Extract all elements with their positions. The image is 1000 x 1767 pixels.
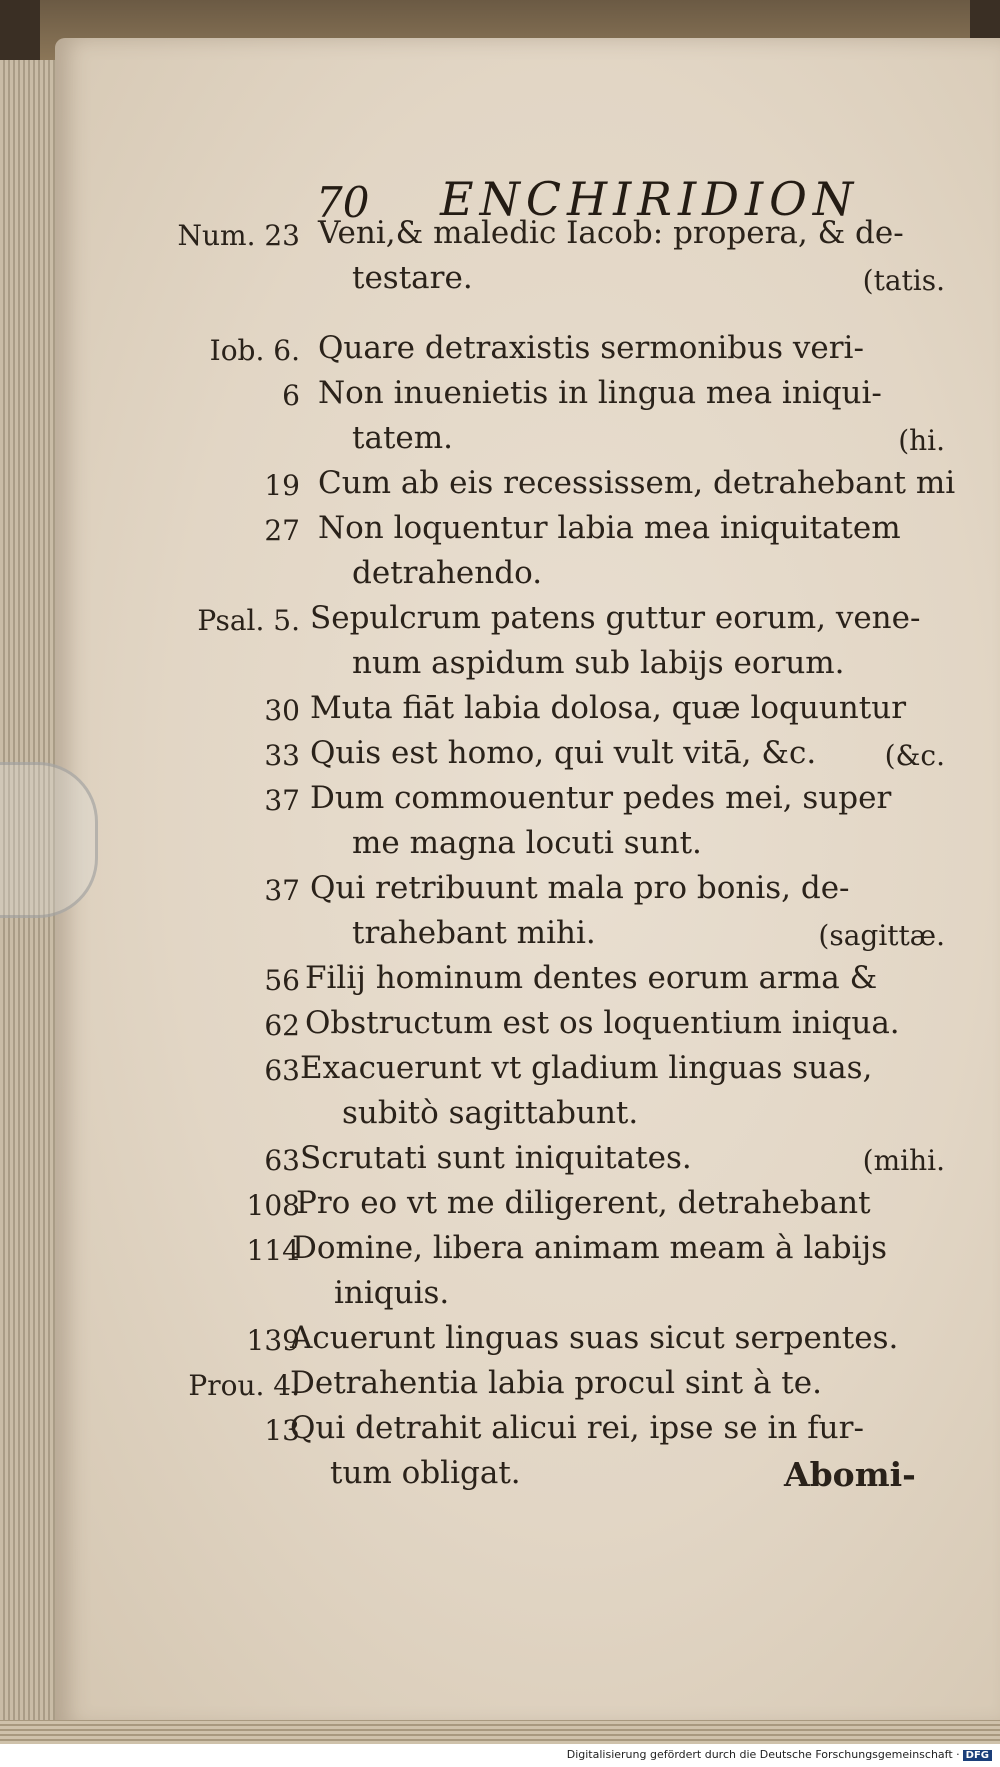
line-text: Obstructum est os loquentium iniqua.: [305, 1005, 900, 1041]
line-reference: 108: [246, 1189, 300, 1222]
text-line: [0, 870, 1000, 914]
line-text: Scrutati sunt iniquitates.: [300, 1140, 692, 1176]
text-line: [0, 215, 1000, 259]
text-line: [0, 1365, 1000, 1409]
digitization-credit: [567, 1748, 992, 1761]
line-text: Dum commouentur pedes mei, super: [310, 780, 892, 816]
text-line: [0, 330, 1000, 374]
line-text: Pro eo vt me diligerent, detrahebant: [296, 1185, 871, 1221]
line-text: Qui retribuunt mala pro bonis, de-: [310, 870, 850, 906]
line-turnover: (mihi.: [862, 1144, 945, 1177]
line-text: Non inuenietis in lingua mea iniqui-: [318, 375, 882, 411]
line-text: Veni,& maledic Iacob: propera, & de-: [318, 215, 904, 251]
text-line: [0, 420, 1000, 464]
text-line: [0, 465, 1000, 509]
text-line: [0, 825, 1000, 869]
line-text: num aspidum sub labijs eorum.: [352, 645, 845, 681]
line-text: Acuerunt linguas suas sicut serpentes.: [290, 1320, 899, 1356]
text-line: [0, 960, 1000, 1004]
line-text: Filij hominum dentes eorum arma &: [305, 960, 878, 996]
line-turnover: (sagittæ.: [818, 919, 945, 952]
catchword: Abomi-: [784, 1455, 916, 1494]
text-line: [0, 555, 1000, 599]
line-text: Sepulcrum patens guttur eorum, vene-: [310, 600, 921, 636]
line-reference: 63: [264, 1144, 300, 1177]
line-text: tum obligat.: [330, 1455, 521, 1491]
line-reference: 19: [264, 469, 300, 502]
text-line: [0, 780, 1000, 824]
line-text: trahebant mihi.: [352, 915, 596, 951]
credit-text: Digitalisierung gefördert durch die Deutsche Forschungsgemeinschaft ·: [566, 1748, 960, 1761]
line-text: detrahendo.: [352, 555, 543, 591]
text-line: [0, 1095, 1000, 1139]
text-line: [0, 1050, 1000, 1094]
line-reference: Psal. 5.: [197, 604, 300, 637]
text-line: [0, 735, 1000, 779]
line-reference: 33: [264, 739, 300, 772]
line-text: Quis est homo, qui vult vitā, &c.: [310, 735, 817, 771]
line-text: Detrahentia labia procul sint à te.: [290, 1365, 822, 1401]
text-line: [0, 260, 1000, 304]
text-line: [0, 1140, 1000, 1184]
text-line: [0, 1410, 1000, 1454]
text-line: [0, 915, 1000, 959]
line-text: tatem.: [352, 420, 453, 456]
line-turnover: (&c.: [884, 739, 945, 772]
line-text: Quare detraxistis sermonibus veri-: [318, 330, 864, 366]
line-reference: Iob. 6.: [209, 334, 300, 367]
text-line: [0, 1185, 1000, 1229]
text-line: [0, 375, 1000, 419]
text-line: [0, 1005, 1000, 1049]
running-title: ENCHIRIDION: [440, 172, 860, 226]
line-text: Domine, libera animam meam à labijs: [292, 1230, 887, 1266]
line-text: iniquis.: [334, 1275, 450, 1311]
line-text: me magna locuti sunt.: [352, 825, 702, 861]
page-bottom-edge: [0, 1720, 1000, 1744]
text-line: [0, 600, 1000, 644]
text-line: [0, 1275, 1000, 1319]
line-text: Muta fiāt labia dolosa, quæ loquuntur: [310, 690, 907, 726]
line-turnover: (tatis.: [862, 264, 945, 297]
line-text: Non loquentur labia mea iniquitatem: [318, 510, 901, 546]
line-reference: 30: [264, 694, 300, 727]
line-text: subitò sagittabunt.: [342, 1095, 639, 1131]
line-reference: 114: [246, 1234, 300, 1267]
line-text: testare.: [352, 260, 473, 296]
line-reference: 37: [264, 784, 300, 817]
text-line: [0, 510, 1000, 554]
line-reference: 139: [246, 1324, 300, 1357]
line-turnover: (hi.: [898, 424, 945, 457]
line-reference: 6: [282, 379, 300, 412]
line-text: Qui detrahit alicui rei, ipse se in fur-: [290, 1410, 864, 1446]
line-reference: 62: [264, 1009, 300, 1042]
text-line: [0, 645, 1000, 689]
text-line: [0, 1230, 1000, 1274]
line-reference: Prou. 4.: [188, 1369, 300, 1402]
dfg-logo: DFG: [963, 1750, 992, 1761]
page-number: 70: [316, 178, 370, 227]
line-reference: 27: [264, 514, 300, 547]
line-text: Cum ab eis recessissem, detrahebant mi: [318, 465, 956, 501]
line-reference: 56: [264, 964, 300, 997]
text-line: [0, 690, 1000, 734]
line-reference: 63: [264, 1054, 300, 1087]
line-reference: 13: [264, 1414, 300, 1447]
line-text: Exacuerunt vt gladium linguas suas,: [300, 1050, 873, 1086]
text-line: [0, 1320, 1000, 1364]
footer-bar: [0, 1744, 1000, 1767]
line-reference: Num. 23: [177, 219, 300, 252]
line-reference: 37: [264, 874, 300, 907]
